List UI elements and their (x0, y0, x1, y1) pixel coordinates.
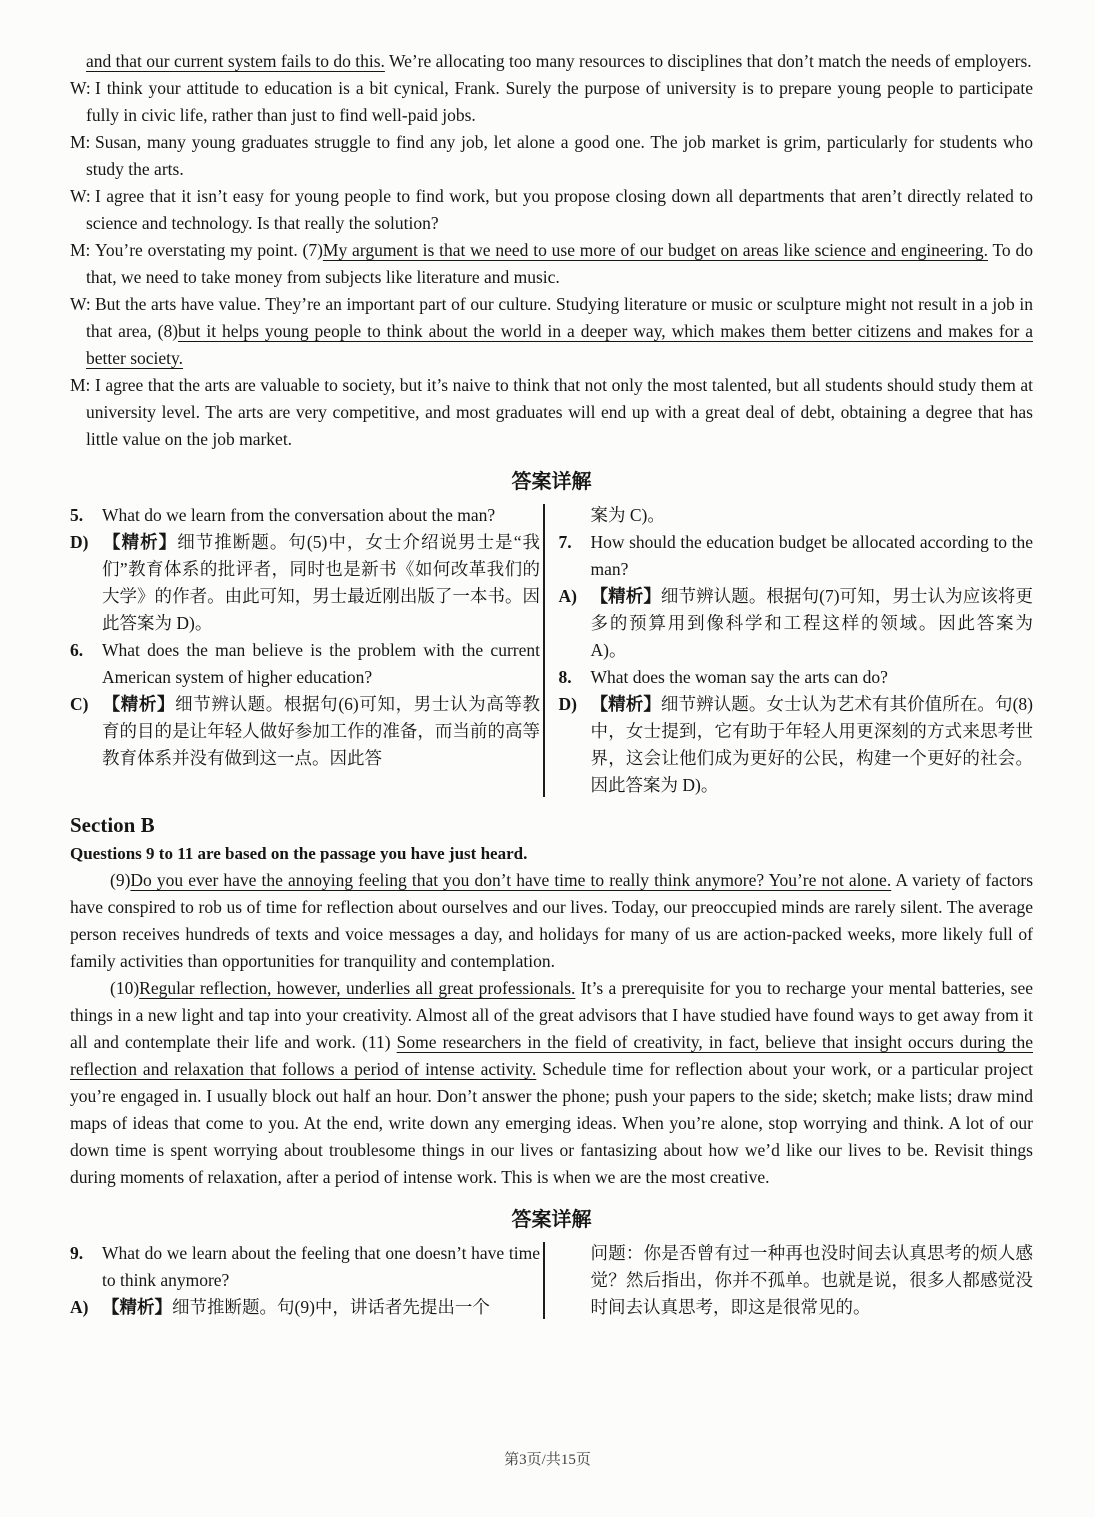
answer-detail-heading: 答案详解 (511, 1207, 592, 1231)
dialogue-turn (70, 237, 1033, 291)
question-number: 8. (558, 667, 572, 687)
answer-explanation (591, 694, 1034, 795)
question-text: What does the man believe is the problem with the current American system of higher education? (102, 640, 540, 687)
dialogue-text (86, 186, 1033, 233)
text-segment: I agree that the arts are valuable to society, but it’s naive to think that not only the most talented, but all students should study them at university level. The arts are very competitive, and most graduates will end up with a great deal of debt, obtaining a degree that has little value on the job market. (86, 375, 1033, 449)
answer-letter: D) (70, 532, 89, 552)
answer-column-right (559, 502, 1034, 799)
section-b-instructions: Questions 9 to 11 are based on the passage you have just heard. (70, 844, 528, 863)
dialogue-turn (70, 291, 1033, 372)
question-item (70, 637, 540, 691)
dialogue-transcript (70, 48, 1033, 453)
dialogue-turn (70, 183, 1033, 237)
answer-letter: A) (558, 586, 577, 606)
question-item (70, 1240, 540, 1294)
speaker-label: W: (70, 294, 91, 314)
page-footer: 第3页/共15页 (504, 1452, 591, 1468)
underlined-text: and that our current system fails to do this. (86, 51, 385, 71)
text-segment: Susan, many young graduates struggle to find any job, let alone a good one. The job market is grim, particularly for students who study the arts. (86, 132, 1033, 179)
underlined-text: Regular reflection, however, underlies all great professionals. (139, 978, 576, 998)
text-segment: But the arts have value. They’re an important part of our culture. Studying literature or music or sculpture might not result in a job in that area, (8) (86, 294, 1033, 341)
dialogue-turn (70, 372, 1033, 453)
question-text: What do we learn about the feeling that one doesn’t have time to think anymore? (102, 1243, 540, 1290)
answer-item (559, 583, 1034, 664)
answer-continuation: 案为 C)。 (590, 505, 665, 525)
text-segment: 【精析】 (102, 532, 178, 552)
answer-column-left (70, 1240, 540, 1321)
question-number: 5. (70, 505, 84, 525)
answer-letter: D) (558, 694, 577, 714)
answer-column-left (70, 502, 540, 799)
dialogue-tail (70, 48, 1033, 75)
text-segment: 细节推断题。句(5)中，女士介绍说男士是“我们”教育体系的批评者，同时也是新书《如何改革我们的大学》的作者。由此可知，男士最近刚出版了一本书。因此答案为 D)。 (102, 532, 541, 633)
underlined-text: My argument is that we need to use more of our budget on areas like science and engineering. (322, 240, 988, 260)
answer-explanation (102, 532, 540, 633)
text-segment: 细节辨认题。根据句(7)可知，男士认为应该将更多的预算用到像科学和工程这样的领域。因此答案为 A)。 (590, 586, 1034, 660)
question-number: 9. (70, 1243, 84, 1263)
question-item (559, 664, 1034, 691)
speaker-label: M: (70, 240, 91, 260)
answer-explanation (102, 1297, 490, 1317)
question-item (70, 502, 540, 529)
answer-item (70, 529, 540, 637)
dialogue-text (86, 51, 1032, 71)
answer-detail-heading: 答案详解 (511, 469, 592, 493)
text-segment: To do that, we need to take money from subjects like literature and music. (86, 240, 1033, 287)
underlined-text: Some researchers in the field of creativity, in fact, believe that insight occurs during the reflection and relaxation that follows a period of intense activity. (70, 1032, 1034, 1079)
answer-column-right (559, 1240, 1034, 1321)
dialogue-text (86, 294, 1033, 368)
question-item (559, 529, 1034, 583)
answer-letter: A) (70, 1297, 89, 1317)
answer-letter: C) (70, 694, 89, 714)
text-segment: 【精析】 (102, 694, 176, 714)
underlined-text: but it helps young people to think about the world in a deeper way, which makes them better citizens and makes for a better society. (86, 321, 1033, 368)
answer-columns (70, 1240, 1033, 1321)
text-segment: 细节辨认题。根据句(6)可知，男士认为高等教育的目的是让年轻人做好参加工作的准备，而当前的高等教育体系并没有做到这一点。因此答 (102, 694, 541, 768)
section-b-heading: Section B (70, 813, 155, 837)
passage-paragraph (70, 867, 1033, 975)
text-segment: A variety of factors have conspired to rob us of time for reflection about ourselves and our lives. Today, our preoccupied minds are rarely silent. The average person receives hundreds of texts and voice messages a day, and holidays for many of us are action-packed weeks, more likely full of family activities than opportunities for tranquility and contemplation. (70, 870, 1034, 971)
speaker-label: W: (70, 186, 91, 206)
dialogue-text (86, 132, 1033, 179)
speaker-label: M: (70, 132, 91, 152)
column-divider (543, 504, 545, 797)
answer-explanation (591, 586, 1034, 660)
dialogue-text (86, 240, 1033, 287)
question-text: What do we learn from the conversation about the man? (102, 505, 496, 525)
speaker-label: M: (70, 375, 91, 395)
question-number: 7. (558, 532, 572, 552)
text-segment: 【精析】 (102, 1297, 172, 1317)
question-number: 6. (70, 640, 84, 660)
text-segment: I agree that it isn’t easy for young people to find work, but you propose closing down all departments that aren’t directly related to science and technology. Is that really the solution? (86, 186, 1033, 233)
dialogue-turn (70, 129, 1033, 183)
answer-item (70, 691, 540, 772)
dialogue-text (86, 78, 1033, 125)
underlined-text: Do you ever have the annoying feeling that you don’t have time to really think anymore? You’re not alone. (130, 870, 892, 890)
text-segment: 【精析】 (590, 586, 661, 606)
text-segment: 【精析】 (590, 694, 661, 714)
text-segment: 细节辨认题。女士认为艺术有其价值所在。句(8)中，女士提到，它有助于年轻人用更深刻的方式来思考世界，这会让他们成为更好的公民，构建一个更好的社会。因此答案为 D)。 (590, 694, 1034, 795)
speaker-label: W: (70, 78, 91, 98)
text-segment: I think your attitude to education is a bit cynical, Frank. Surely the purpose of university is to prepare young people to participate fully in civic life, rather than just to find well-paid jobs. (86, 78, 1033, 125)
answer-explanation (102, 694, 540, 768)
question-text: How should the education budget be allocated according to the man? (590, 532, 1033, 579)
passage-paragraph (70, 975, 1033, 1191)
answer-continuation: 问题：你是否曾有过一种再也没时间去认真思考的烦人感觉？然后指出，你并不孤单。也就是说，很多人都感觉没时间去认真思考，即这是很常见的。 (590, 1243, 1033, 1317)
text-segment: We’re allocating too many resources to disciplines that don’t match the needs of employers. (384, 51, 1032, 71)
text-segment: You’re overstating my point. (7) (95, 240, 323, 260)
text-segment: 细节推断题。句(9)中，讲话者先提出一个 (172, 1297, 490, 1317)
text-segment: Schedule time for reflection about your work, or a particular project you’re engaged in. I usually block out half an hour. Don’t answer the phone; push your papers to the side; sketch; make lists; draw mind maps of ideas that come to you. At the end, write down any emerging ideas. When you’re alone, stop worrying and think. A lot of our down time is spent worrying about troublesome things in our lives or fantasizing about how we’d like our lives to be. Revisit things during moments of relaxation, after a period of intense work. This is when we are the most creative. (70, 1059, 1033, 1187)
column-divider (543, 1242, 545, 1319)
text-segment: (10) (110, 978, 140, 998)
text-segment: It’s a prerequisite for you to recharge your mental batteries, see things in a new light and tap into your creativity. Almost all of the great advisors that I have studied have found ways to get away from it all and contemplate their life and work. (11) (70, 978, 1033, 1052)
answer-item (559, 691, 1034, 799)
dialogue-text (86, 375, 1033, 449)
dialogue-turn (70, 75, 1033, 129)
answer-item (70, 1294, 540, 1321)
answer-columns (70, 502, 1033, 799)
text-segment: (9) (110, 870, 131, 890)
question-text: What does the woman say the arts can do? (590, 667, 888, 687)
